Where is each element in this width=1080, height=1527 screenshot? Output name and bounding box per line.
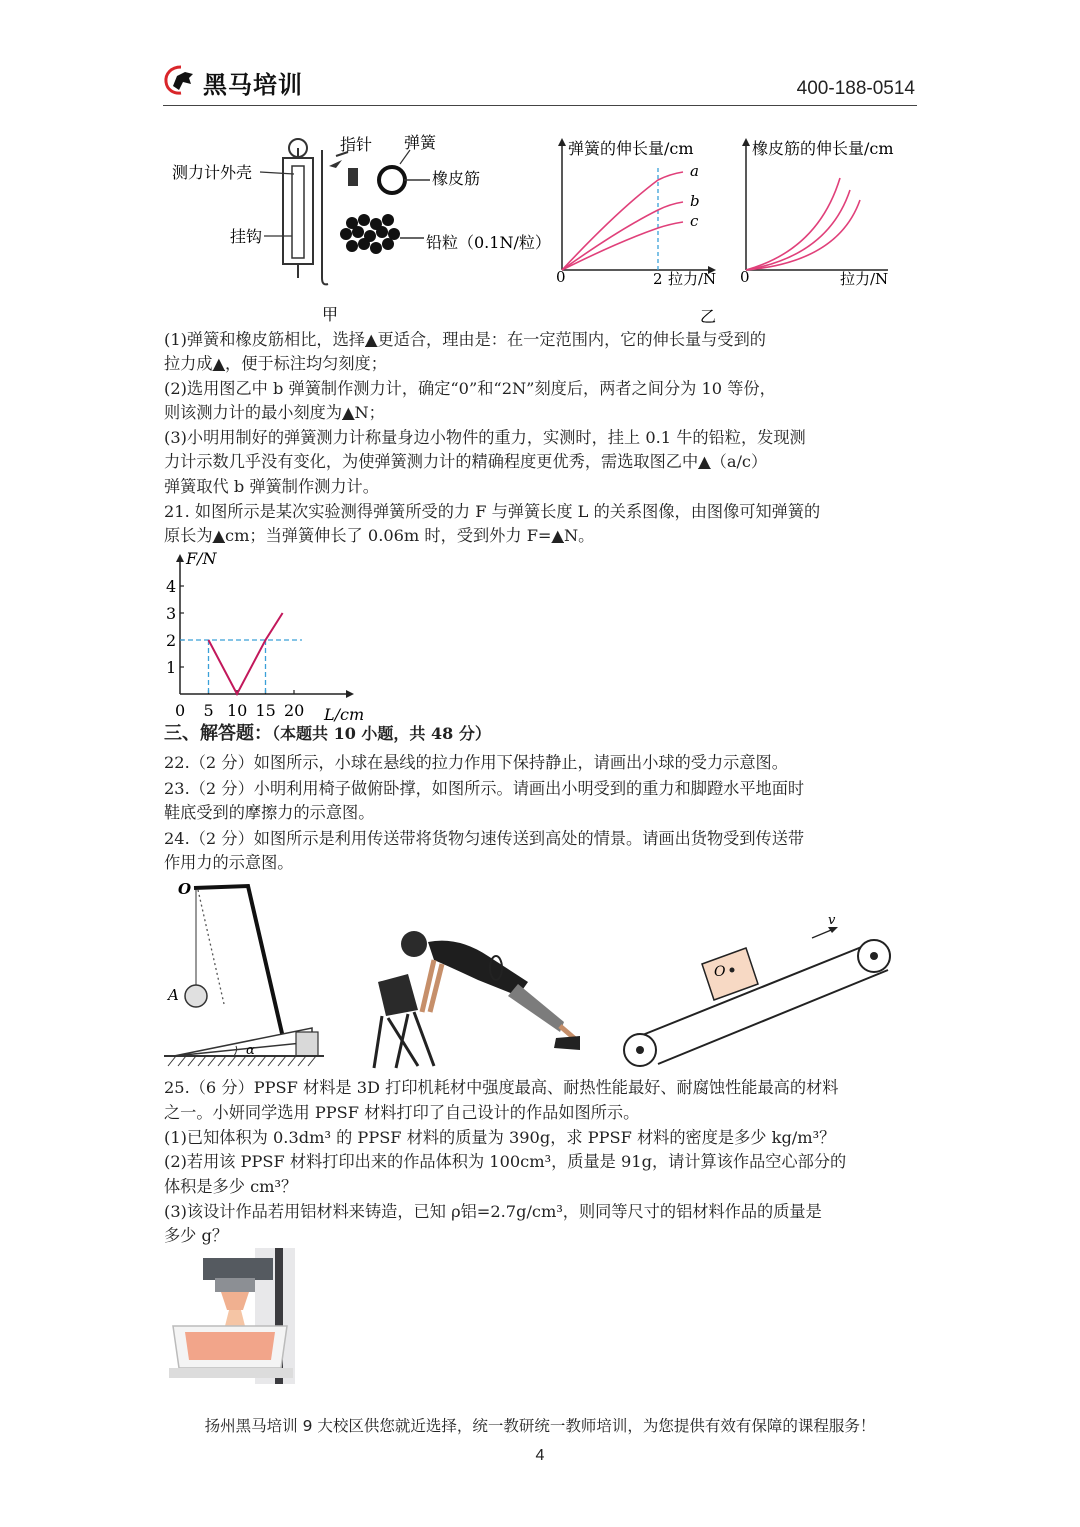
q25-line1: 25.（6 分）PPSF 材料是 3D 打印机耗材中强度最高、耐热性能最好、耐腐蚀性能最高的材料	[164, 1078, 839, 1097]
answer-blank: ▲	[365, 330, 378, 349]
q22-text: 22.（2 分）如图所示，小球在悬线的拉力作用下保持静止，请画出小球的受力示意图。	[164, 753, 788, 772]
label-alpha: α	[246, 1043, 255, 1058]
rubber-chart-origin: 0	[740, 268, 750, 286]
q23-line1: 23.（2 分）小明利用椅子做俯卧撑，如图所示。请画出小明受到的重力和脚蹬水平地面时	[164, 779, 805, 798]
brand-name: 黑马培训	[203, 71, 303, 99]
spring-chart-xlabel: 拉力/N	[668, 270, 717, 288]
q20-line1: (1)弹簧和橡皮筋相比，选择▲更适合，理由是：在一定范围内，它的伸长量与受到的	[164, 330, 766, 349]
answer-blank: ▲	[212, 526, 226, 545]
header-divider	[163, 105, 917, 106]
answer-blank: ▲	[698, 452, 711, 471]
q20-line4: 则该测力计的最小刻度为▲N；	[164, 403, 385, 422]
spring-chart-origin: 0	[556, 268, 566, 286]
phone-number: 400-188-0514	[796, 78, 915, 99]
spring-chart-xtick: 2	[653, 270, 663, 288]
label-hook: 挂钩	[230, 227, 263, 246]
label-a: A	[168, 986, 179, 1004]
label-cargo-o: O	[714, 964, 726, 980]
q24-line2: 作用力的示意图。	[164, 853, 294, 872]
label-spring: 弹簧	[404, 133, 437, 152]
q21-line1: 21. 如图所示是某次实验测得弹簧所受的力 F 与弹簧长度 L 的关系图像，由图像可知弹簧的	[164, 502, 821, 521]
q21-line2: 原长为▲cm；当弹簧伸长了 0.06m 时，受到外力 F=▲N。	[164, 526, 595, 545]
rubber-chart-xlabel: 拉力/N	[840, 270, 889, 288]
answer-blank: ▲	[342, 403, 355, 422]
q20-line5: (3)小明用制好的弹簧测力计称量身边小物件的重力，实测时，挂上 0.1 牛的铅粒，发现测	[164, 428, 806, 447]
figure-q24	[620, 912, 900, 1072]
x-tick-label: 0	[175, 701, 186, 720]
answer-blank: ▲	[212, 354, 226, 373]
label-shell: 测力计外壳	[172, 163, 253, 182]
label-v: v	[828, 913, 836, 928]
y-axis-arrow	[176, 554, 184, 562]
y-tick-label: 3	[166, 604, 177, 623]
y-tick-label: 1	[166, 658, 177, 677]
label-o: O	[178, 880, 192, 898]
q25-line6: (3)该设计作品若用铝材料来铸造，已知 ρ铝=2.7g/cm³，则同等尺寸的铝材料作品的质量是	[164, 1202, 822, 1221]
q20-line3: (2)选用图乙中 b 弹簧制作测力计，确定“0”和“2N”刻度后，两者之间分为 10 等份，	[164, 379, 776, 398]
x-tick-label: 5	[203, 701, 214, 720]
figure-jia	[164, 128, 564, 328]
spring-chart-ylabel: 弹簧的伸长量/cm	[568, 139, 694, 158]
curve-a: a	[690, 162, 699, 180]
y-tick-label: 4	[166, 577, 177, 596]
x-tick-label: 10	[227, 701, 248, 720]
q25-line4: (2)若用该 PPSF 材料打印出来的作品体积为 100cm³，质量是 91g，请计算该作品空心部分的	[164, 1152, 847, 1171]
figure-q23	[368, 930, 590, 1072]
q20-line2: 拉力成▲，便于标注均匀刻度；	[164, 354, 387, 373]
series-line	[209, 613, 283, 694]
q25-line7: 多少 g？	[164, 1226, 229, 1245]
y-axis-label: F/N	[186, 549, 217, 568]
q25-line3: (1)已知体积为 0.3dm³ 的 PPSF 材料的质量为 390g，求 PPSF 材料的密度是多少 kg/m³？	[164, 1128, 836, 1147]
label-pointer: 指针	[340, 135, 373, 154]
q21-chart	[160, 548, 370, 724]
figure-q22	[164, 876, 324, 1072]
brand-logo	[163, 62, 313, 98]
q25-line5: 体积是多少 cm³？	[164, 1177, 298, 1196]
q20-line6: 力计示数几乎没有变化，为使弹簧测力计的精确程度更优秀，需选取图乙中▲（a/c）	[164, 452, 768, 471]
printer-photo	[163, 1248, 301, 1384]
q24-line1: 24.（2 分）如图所示是利用传送带将货物匀速传送到高处的情景。请画出货物受到传送带	[164, 829, 805, 848]
q25-line2: 之一。小妍同学选用 PPSF 材料打印了自己设计的作品如图所示。	[164, 1103, 640, 1122]
label-yi: 乙	[700, 307, 717, 326]
page-number: 4	[535, 1447, 545, 1464]
label-jia: 甲	[322, 305, 339, 324]
section-heading: 三、解答题：（本题共 10 小题，共 48 分）	[164, 723, 491, 744]
label-pellets: 铅粒（0.1N/粒）	[426, 233, 551, 252]
x-tick-label: 20	[284, 701, 305, 720]
footer-slogan: 扬州黑马培训 9 大校区供您就近选择，统一教研统一教师培训，为您提供有效有保障的课程服务！	[204, 1417, 876, 1435]
x-axis-arrow	[346, 690, 354, 698]
q20-line7: 弹簧取代 b 弹簧制作测力计。	[164, 477, 379, 496]
x-axis-label: L/cm	[324, 705, 365, 724]
rubber-chart-ylabel: 橡皮筋的伸长量/cm	[752, 139, 894, 158]
answer-blank: ▲	[551, 526, 564, 545]
horse-logo-icon	[163, 64, 199, 96]
label-rubber: 橡皮筋	[432, 169, 481, 188]
x-tick-label: 15	[255, 701, 276, 720]
y-tick-label: 2	[166, 631, 177, 650]
q23-line2: 鞋底受到的摩擦力的示意图。	[164, 803, 375, 822]
figure-yi	[548, 130, 918, 330]
curve-c: c	[690, 212, 699, 230]
curve-b: b	[690, 192, 700, 210]
